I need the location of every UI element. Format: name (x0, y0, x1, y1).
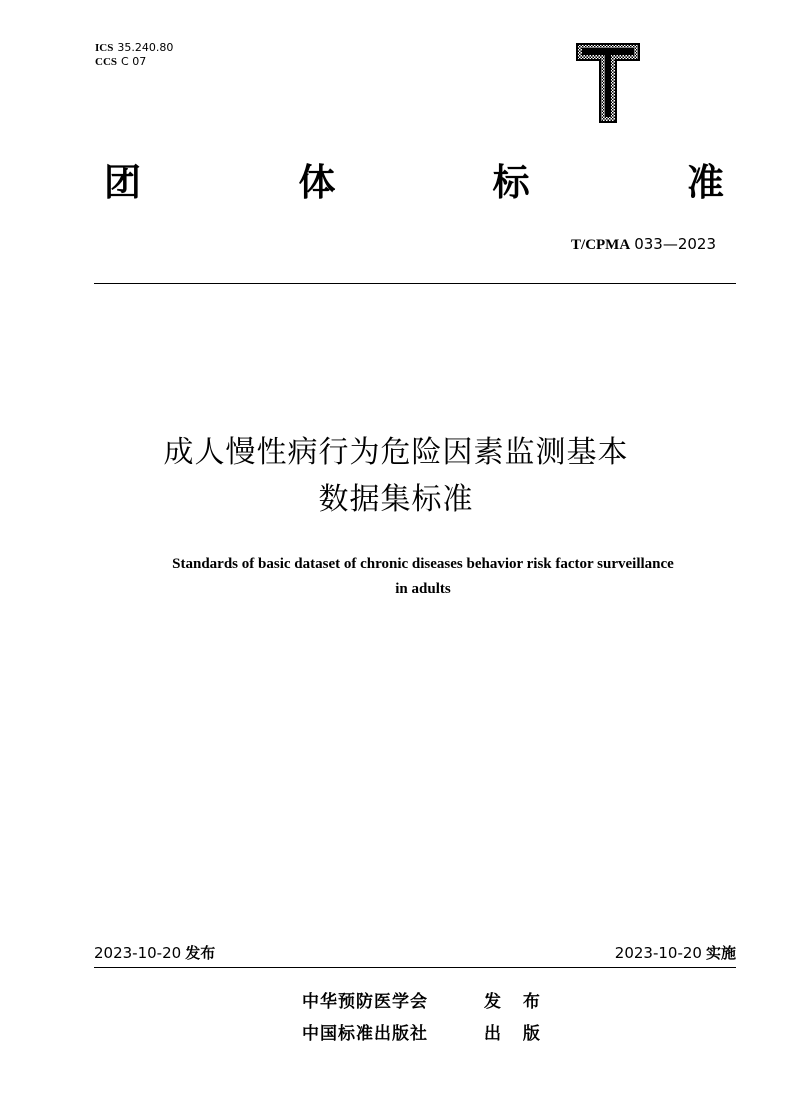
issue-date (94, 943, 215, 963)
standard-type-char: 团 (104, 161, 141, 204)
issue-date-label: 发布 (185, 944, 216, 962)
title-cn-line1: 成人慢性病行为危险因素监测基本 (163, 435, 629, 470)
title-cn-line2: 数据集标准 (318, 482, 474, 517)
standard-number (571, 234, 716, 255)
bottom-divider (94, 967, 736, 968)
issue-date-value: 2023-10-20 (94, 944, 182, 962)
title-en-line1: Standards of basic dataset of chronic diseases behavior risk factor surveillance (172, 556, 674, 572)
ics-key: ICS (95, 42, 114, 54)
implementation-date-label: 实施 (705, 944, 736, 962)
ccs-code (95, 55, 173, 69)
standard-type-char: 标 (492, 161, 530, 204)
implementation-date-value: 2023-10-20 (614, 944, 702, 962)
implementation-date (615, 943, 736, 963)
standard-type-char: 准 (686, 161, 724, 204)
publisher-org: 中华预防医学会 (302, 992, 428, 1012)
ics-code (95, 41, 173, 55)
standard-t-logo-icon (576, 43, 640, 123)
publisher-row (302, 1022, 548, 1046)
ccs-key: CCS (95, 56, 118, 68)
publisher-role: 出 版 (484, 1024, 548, 1044)
ics-value: 35.240.80 (117, 41, 174, 54)
publisher-role: 发 布 (484, 992, 548, 1012)
ccs-value: C 07 (121, 55, 147, 68)
standard-number-value: 033—2023 (634, 235, 716, 253)
standard-type-char: 体 (298, 161, 336, 204)
title-en-line2: in adults (395, 581, 451, 597)
publisher-row (302, 990, 548, 1014)
standard-type-heading (104, 158, 724, 208)
classification-codes (95, 41, 173, 69)
publisher-org: 中国标准出版社 (302, 1024, 428, 1044)
top-divider (94, 283, 736, 284)
standard-number-prefix: T/CPMA (571, 237, 631, 253)
